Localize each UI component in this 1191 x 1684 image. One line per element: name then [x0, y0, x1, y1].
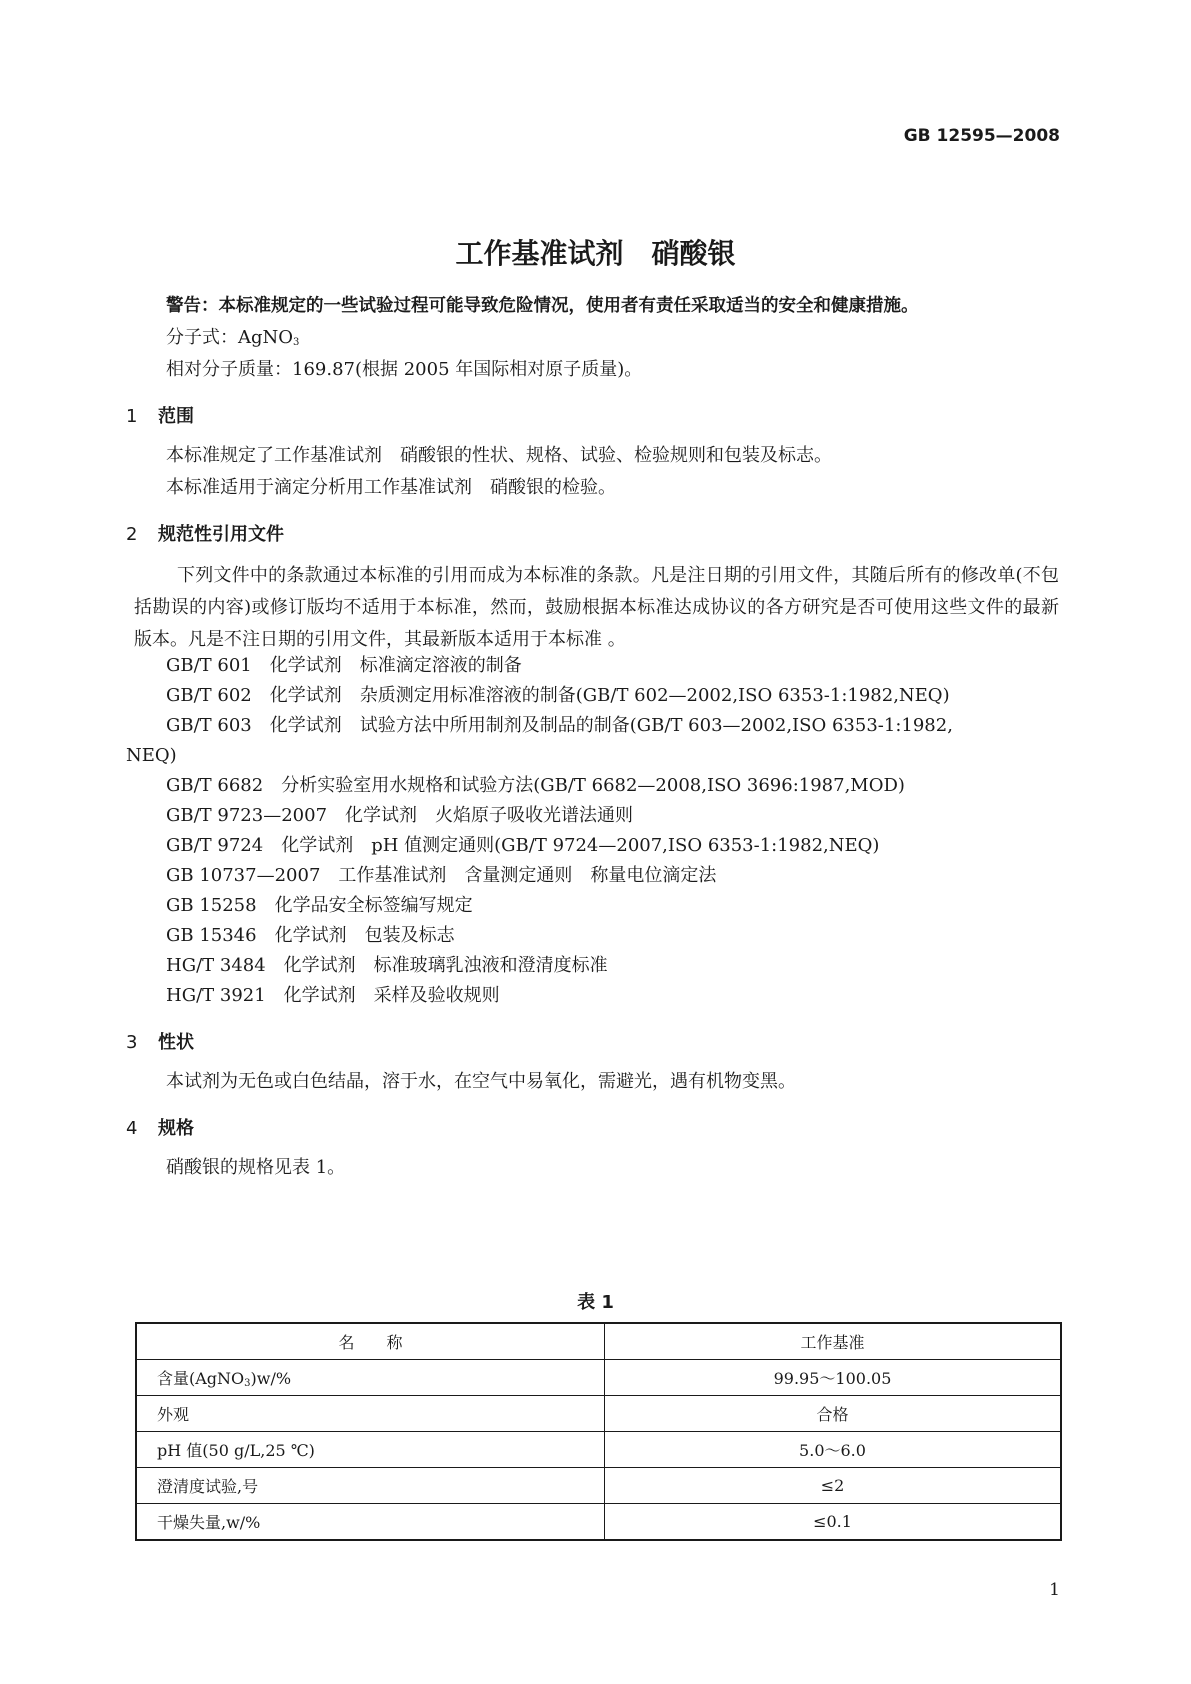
- formula-label: 分子式：AgNO: [166, 327, 294, 348]
- row-name: 外观: [136, 1396, 605, 1432]
- standard-code: GB 12595—2008: [903, 126, 1060, 146]
- section-title: 规范性引用文件: [158, 524, 284, 545]
- section-number: 1: [126, 406, 138, 427]
- reference-item: GB 15258 化学品安全标签编写规定: [166, 895, 473, 916]
- reference-item: GB/T 603 化学试剂 试验方法中所用制剂及制品的制备(GB/T 603—2002,ISO 6353-1:1982,: [166, 715, 953, 736]
- row-name-text: 含量(AgNO: [157, 1369, 245, 1388]
- table-row: [136, 1396, 1061, 1432]
- molecular-formula: [166, 326, 299, 355]
- reference-item: GB/T 601 化学试剂 标准滴定溶液的制备: [166, 655, 522, 676]
- section-number: 3: [126, 1032, 138, 1053]
- row-name: 干燥失量,w/%: [136, 1504, 605, 1541]
- section-number: 4: [126, 1118, 138, 1139]
- scope-line-1: 本标准规定了工作基准试剂 硝酸银的性状、规格、试验、检验规则和包装及标志。: [166, 445, 832, 466]
- reference-item: GB/T 6682 分析实验室用水规格和试验方法(GB/T 6682—2008,ISO 3696:1987,MOD): [166, 775, 905, 796]
- scope-line-2: 本标准适用于滴定分析用工作基准试剂 硝酸银的检验。: [166, 477, 616, 498]
- row-name-text: )w/%: [250, 1369, 292, 1388]
- section-heading-3: [126, 1028, 194, 1054]
- table-row: [136, 1468, 1061, 1504]
- reference-item: GB 15346 化学试剂 包装及标志: [166, 925, 455, 946]
- column-header-value: 工作基准: [605, 1323, 1062, 1360]
- table-row: [136, 1432, 1061, 1468]
- section-title: 规格: [158, 1118, 194, 1139]
- page-number: 1: [1049, 1580, 1060, 1600]
- document-title: 工作基准试剂 硝酸银: [455, 237, 736, 270]
- table-caption: 表 1: [577, 1292, 614, 1313]
- reference-item: GB 10737—2007 工作基准试剂 含量测定通则 称量电位滴定法: [166, 865, 717, 886]
- reference-item-continuation: NEQ): [126, 745, 177, 766]
- table-row: [136, 1504, 1061, 1541]
- normative-refs-paragraph: [134, 560, 1059, 656]
- reference-item: HG/T 3921 化学试剂 采样及验收规则: [166, 985, 500, 1006]
- section-heading-4: [126, 1114, 194, 1140]
- reference-item: GB/T 9723—2007 化学试剂 火焰原子吸收光谱法通则: [166, 805, 634, 826]
- specs-text: 硝酸银的规格见表 1。: [166, 1157, 346, 1178]
- row-value: 99.95～100.05: [605, 1360, 1062, 1396]
- warning-text: 警告：本标准规定的一些试验过程可能导致危险情况，使用者有责任采取适当的安全和健康措施。: [166, 296, 919, 316]
- properties-text: 本试剂为无色或白色结晶，溶于水，在空气中易氧化，需避光，遇有机物变黑。: [166, 1071, 796, 1092]
- paragraph-text: 下列文件中的条款通过本标准的引用而成为本标准的条款。凡是注日期的引用文件，其随后所有的修改单(不包括勘误的内容)或修订版均不适用于本标准，然而，鼓励根据本标准达成协议的各方研究是否可使用这些文件的最新版本。凡是不注日期的引用文件，其最新版本适用于本标准 。: [134, 565, 1059, 650]
- specification-table: [135, 1322, 1062, 1541]
- table-row: [136, 1360, 1061, 1396]
- molecular-mass: 相对分子质量：169.87(根据 2005 年国际相对原子质量)。: [166, 359, 643, 380]
- reference-item: GB/T 602 化学试剂 杂质测定用标准溶液的制备(GB/T 602—2002,ISO 6353-1:1982,NEQ): [166, 685, 950, 706]
- row-value: ≤0.1: [605, 1504, 1062, 1541]
- row-value: 合格: [605, 1396, 1062, 1432]
- reference-item: GB/T 9724 化学试剂 pH 值测定通则(GB/T 9724—2007,ISO 6353-1:1982,NEQ): [166, 835, 880, 856]
- column-header-name: 名 称: [136, 1323, 605, 1360]
- row-value: 5.0～6.0: [605, 1432, 1062, 1468]
- row-name: [136, 1360, 605, 1396]
- row-name: 澄清度试验,号: [136, 1468, 605, 1504]
- row-value: ≤2: [605, 1468, 1062, 1504]
- row-name: pH 值(50 g/L,25 ℃): [136, 1432, 605, 1468]
- row-name-subscript: 3: [244, 1378, 251, 1389]
- table-header-row: [136, 1323, 1061, 1360]
- formula-subscript: 3: [293, 337, 300, 348]
- section-heading-1: [126, 402, 194, 428]
- section-title: 范围: [158, 406, 194, 427]
- section-number: 2: [126, 524, 138, 545]
- section-heading-2: [126, 520, 284, 546]
- reference-item: HG/T 3484 化学试剂 标准玻璃乳浊液和澄清度标准: [166, 955, 608, 976]
- section-title: 性状: [158, 1032, 194, 1053]
